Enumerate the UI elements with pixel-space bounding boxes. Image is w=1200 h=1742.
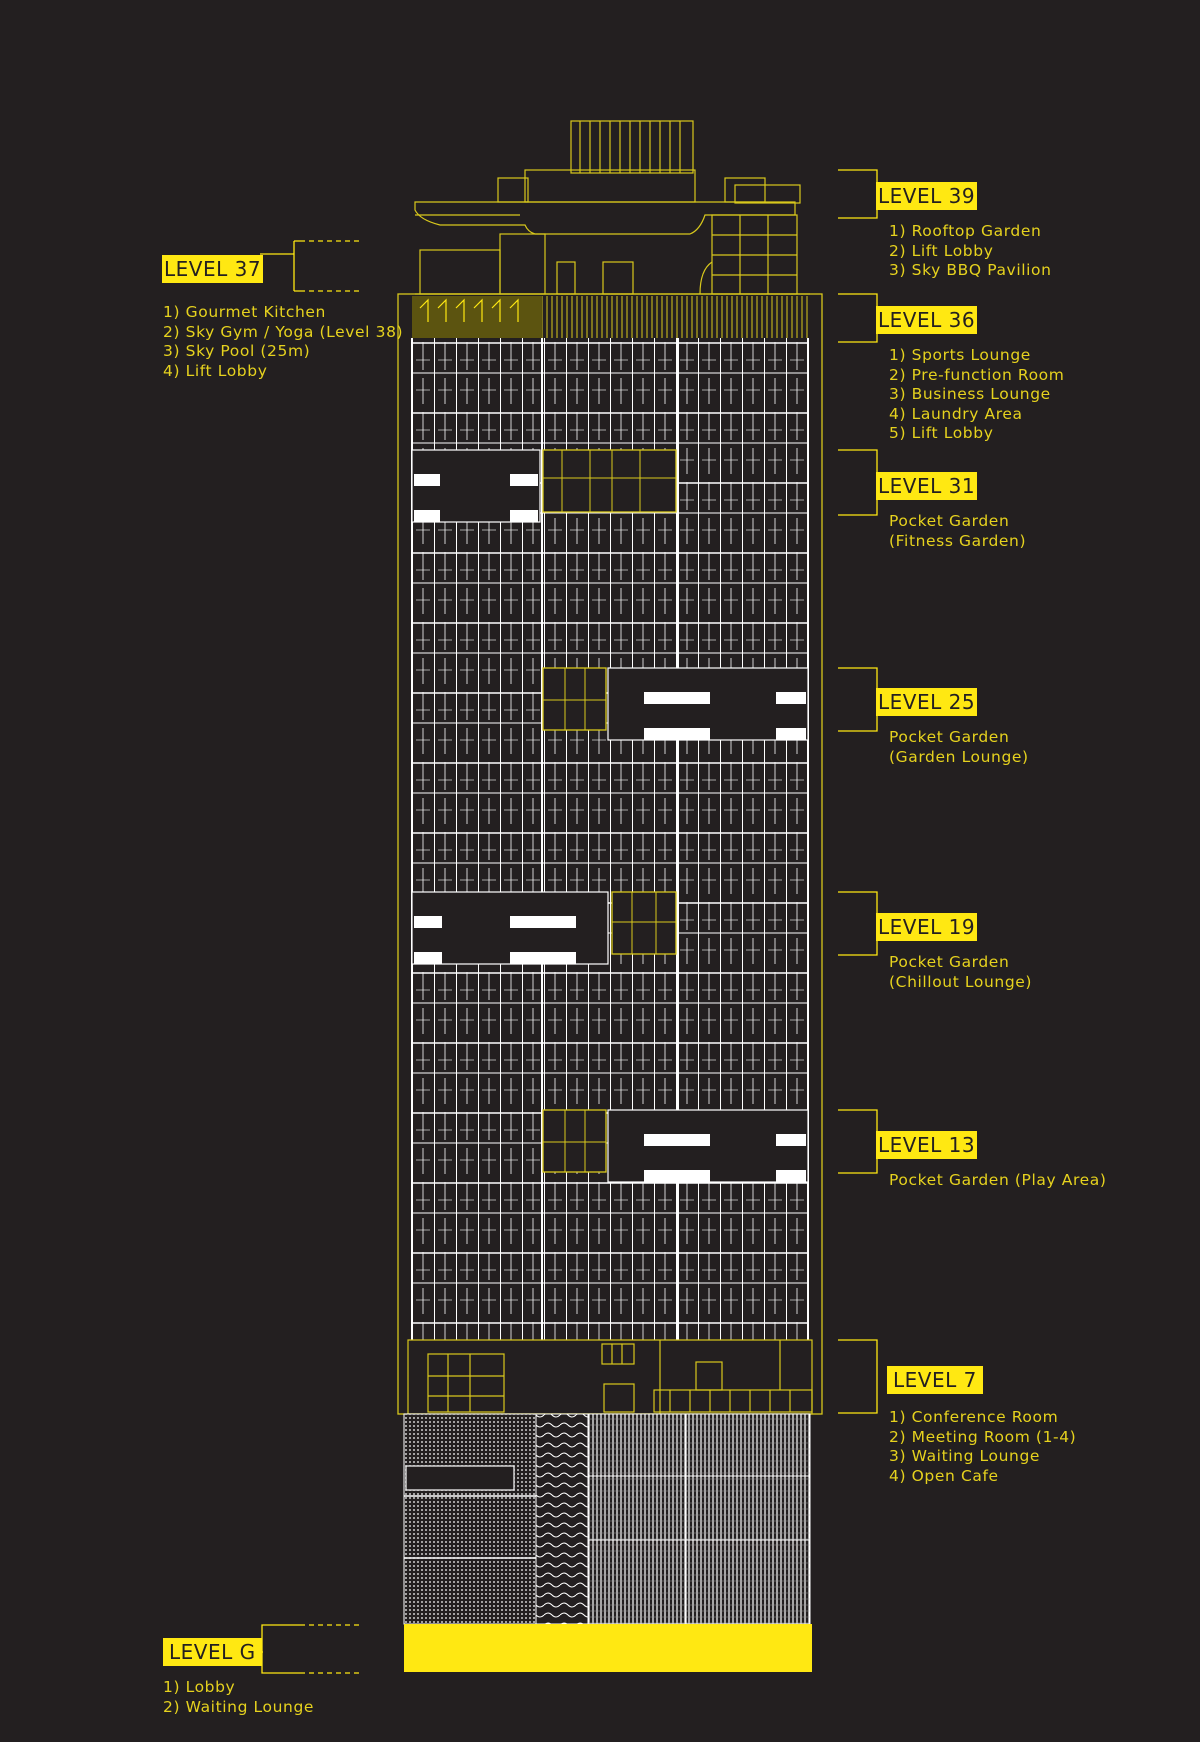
- pocket-garden-level-19: [412, 892, 676, 964]
- level-25-list: [889, 728, 1029, 767]
- ground-level-block: [404, 1624, 812, 1672]
- level-31-item: Pocket Garden: [889, 512, 1010, 530]
- level-19-list: [889, 953, 1032, 992]
- level-37-item: 4) Lift Lobby: [163, 361, 268, 380]
- podium-level-7: [408, 1340, 812, 1414]
- level-36-item: 1) Sports Lounge: [889, 346, 1031, 364]
- level-37-badge: LEVEL 37: [164, 257, 262, 281]
- level-g-item: 2) Waiting Lounge: [163, 1697, 315, 1716]
- crown-railing: [542, 296, 808, 338]
- level-13-item: Pocket Garden (Play Area): [889, 1171, 1107, 1189]
- level-39-badge: LEVEL 39: [878, 184, 976, 208]
- level-13-list: [889, 1171, 1107, 1191]
- base-podium: [404, 1414, 810, 1624]
- level-36-item: 4) Laundry Area: [889, 404, 1023, 423]
- level-39-item: 1) Rooftop Garden: [889, 222, 1042, 240]
- level-7-item: 2) Meeting Room (1-4): [889, 1427, 1077, 1446]
- level-19-item: (Chillout Lounge): [889, 972, 1033, 991]
- pocket-garden-level-31: [412, 450, 676, 522]
- level-37-list: [163, 303, 403, 381]
- level-13-badge: LEVEL 13: [878, 1133, 976, 1157]
- level-25-item: Pocket Garden: [889, 728, 1010, 746]
- level-25-item: (Garden Lounge): [889, 747, 1029, 766]
- level-36-item: 2) Pre-function Room: [889, 365, 1065, 384]
- level-7-item: 3) Waiting Lounge: [889, 1447, 1041, 1465]
- level-37-item: 1) Gourmet Kitchen: [163, 303, 326, 321]
- level-7-badge: LEVEL 7: [887, 1366, 983, 1394]
- level-36-badge: LEVEL 36: [878, 308, 976, 332]
- level-36-item: 5) Lift Lobby: [889, 424, 994, 442]
- level-19-badge: LEVEL 19: [878, 915, 976, 939]
- level-36-item: 3) Business Lounge: [889, 385, 1051, 403]
- level-g-list: [163, 1678, 314, 1717]
- level-31-list: [889, 512, 1026, 551]
- level-7-list: [889, 1408, 1076, 1486]
- level-39-item: 3) Sky BBQ Pavilion: [889, 261, 1052, 279]
- level-36-list: [889, 346, 1064, 444]
- roof-crown: [415, 121, 810, 294]
- level-37-item: 2) Sky Gym / Yoga (Level 38): [163, 322, 404, 341]
- pocket-garden-level-25: [543, 668, 808, 740]
- level-37-item: 3) Sky Pool (25m): [163, 342, 311, 360]
- level-7-item: 4) Open Cafe: [889, 1466, 999, 1485]
- level-31-item: (Fitness Garden): [889, 531, 1027, 550]
- level-g-item: 1) Lobby: [163, 1678, 236, 1696]
- level-g-badge: LEVEL G: [163, 1638, 262, 1666]
- level-39-list: [889, 222, 1052, 281]
- pocket-garden-level-13: [543, 1110, 808, 1182]
- level-31-badge: LEVEL 31: [878, 474, 976, 498]
- level-7-item: 1) Conference Room: [889, 1408, 1059, 1426]
- level-39-item: 2) Lift Lobby: [889, 241, 994, 260]
- level-25-badge: LEVEL 25: [878, 690, 976, 714]
- level-leader-dashes: [300, 241, 362, 1673]
- level-19-item: Pocket Garden: [889, 953, 1010, 971]
- sky-pool-deck: [412, 296, 542, 338]
